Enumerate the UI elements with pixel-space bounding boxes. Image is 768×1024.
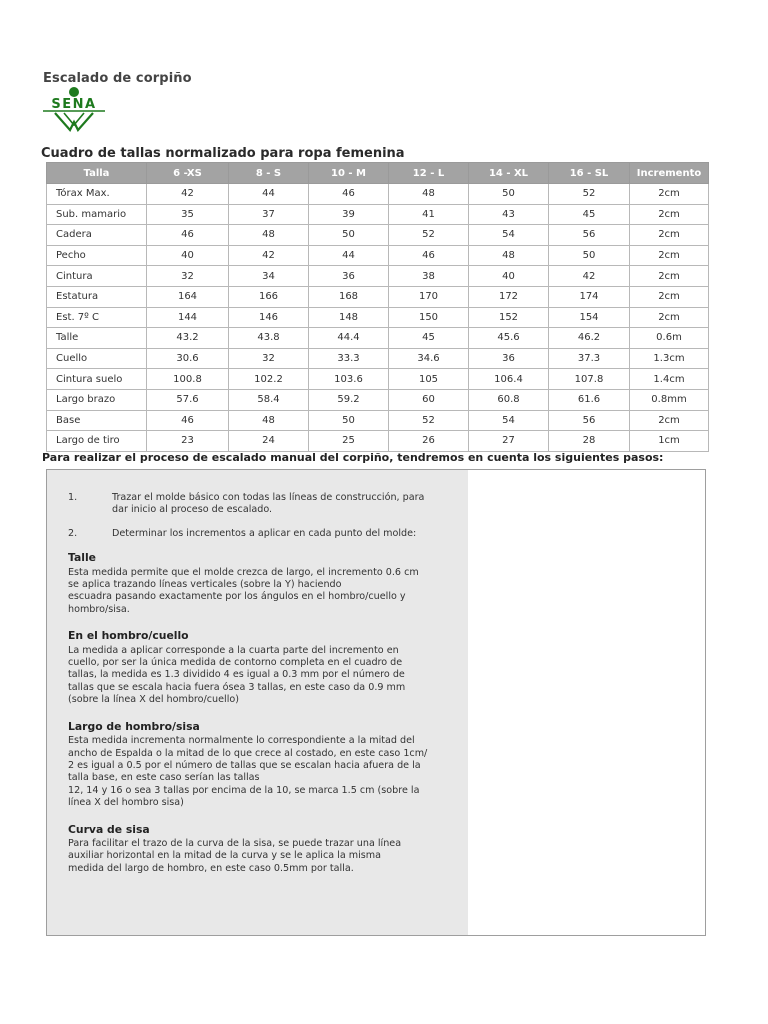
table-cell: 50 <box>469 184 549 205</box>
table-cell: 60 <box>389 389 469 410</box>
table-cell: 46 <box>147 225 229 246</box>
row-label: Largo brazo <box>47 389 147 410</box>
table-cell: 48 <box>389 184 469 205</box>
table-cell: 36 <box>469 348 549 369</box>
table-row <box>47 328 709 349</box>
table-cell: 150 <box>389 307 469 328</box>
table-header-cell: Incremento <box>630 163 709 184</box>
instructions-content <box>68 492 443 875</box>
table-cell: 40 <box>469 266 549 287</box>
table-cell: 44.4 <box>309 328 389 349</box>
table-cell: 37.3 <box>549 348 630 369</box>
step-text: Determinar los incrementos a aplicar en cada punto del molde: <box>112 527 417 539</box>
table-cell: 2cm <box>630 410 709 431</box>
row-label: Pecho <box>47 245 147 266</box>
table-cell: 2cm <box>630 204 709 225</box>
row-label: Cintura suelo <box>47 369 147 390</box>
table-header-row <box>47 163 709 184</box>
table-header-cell: 10 - M <box>309 163 389 184</box>
table-cell: 50 <box>309 410 389 431</box>
table-header-cell: 6 -XS <box>147 163 229 184</box>
table-row <box>47 266 709 287</box>
section-text-hombro-cuello: La medida a aplicar corresponde a la cuarta parte del incremento en cuello, por ser la única medida de contorno completa en el cuadro de tallas, la medida es 1.3 dividido 4 es igual a 0.3 mm por el número de tallas que se escala hacia fuera ósea 3 tallas, en este caso da 0.9 mm (sobre la línea X del hombro/cuello) <box>68 644 406 706</box>
table-row <box>47 307 709 328</box>
table-cell: 56 <box>549 410 630 431</box>
table-cell: 106.4 <box>469 369 549 390</box>
section-title-talle: Talle <box>68 551 96 565</box>
table-cell: 45.6 <box>469 328 549 349</box>
table-cell: 174 <box>549 286 630 307</box>
step-number: 1. <box>68 492 78 503</box>
table-cell: 52 <box>389 410 469 431</box>
table-cell: 42 <box>549 266 630 287</box>
table-cell: 48 <box>229 225 309 246</box>
table-cell: 59.2 <box>309 389 389 410</box>
table-cell: 30.6 <box>147 348 229 369</box>
table-cell: 42 <box>229 245 309 266</box>
step-text: Trazar el molde básico con todas las líneas de construcción, para dar inicio al proceso de escalado. <box>112 492 425 516</box>
table-row <box>47 431 709 452</box>
table-row <box>47 389 709 410</box>
table-cell: 164 <box>147 286 229 307</box>
table-row <box>47 204 709 225</box>
table-cell: 2cm <box>630 245 709 266</box>
instructions-box <box>46 469 706 936</box>
table-cell: 42 <box>147 184 229 205</box>
row-label: Est. 7º C <box>47 307 147 328</box>
document-title: Escalado de corpiño <box>43 71 192 86</box>
table-cell: 28 <box>549 431 630 452</box>
row-label: Base <box>47 410 147 431</box>
table-cell: 45 <box>389 328 469 349</box>
table-cell: 2cm <box>630 307 709 328</box>
instructions-panel <box>47 470 468 935</box>
table-cell: 46 <box>389 245 469 266</box>
table-cell: 24 <box>229 431 309 452</box>
table-header-cell: 12 - L <box>389 163 469 184</box>
table-cell: 60.8 <box>469 389 549 410</box>
table-cell: 58.4 <box>229 389 309 410</box>
table-cell: 26 <box>389 431 469 452</box>
table-cell: 48 <box>469 245 549 266</box>
table-cell: 36 <box>309 266 389 287</box>
table-cell: 52 <box>549 184 630 205</box>
table-row <box>47 348 709 369</box>
table-cell: 54 <box>469 225 549 246</box>
row-label: Tórax Max. <box>47 184 147 205</box>
table-cell: 44 <box>229 184 309 205</box>
section-text-talle: Esta medida permite que el molde crezca de largo, el incremento 0.6 cm se aplica trazando líneas verticales (sobre la Y) haciendo escuadra pasando exactamente por los ángulos en el hombro/cuello y hombro/sisa. <box>68 566 419 615</box>
table-cell: 2cm <box>630 286 709 307</box>
table-cell: 43.2 <box>147 328 229 349</box>
table-row <box>47 245 709 266</box>
table-row <box>47 410 709 431</box>
table-cell: 1cm <box>630 431 709 452</box>
size-table <box>46 162 709 452</box>
table-cell: 45 <box>549 204 630 225</box>
table-row <box>47 184 709 205</box>
row-label: Cuello <box>47 348 147 369</box>
table-body <box>47 184 709 452</box>
table-header-cell: Talla <box>47 163 147 184</box>
table-cell: 1.3cm <box>630 348 709 369</box>
sena-logo <box>41 86 107 132</box>
table-row <box>47 225 709 246</box>
table-row <box>47 286 709 307</box>
table-cell: 107.8 <box>549 369 630 390</box>
table-cell: 1.4cm <box>630 369 709 390</box>
row-label: Estatura <box>47 286 147 307</box>
section-text-largo-hombro-sisa: Esta medida incrementa normalmente lo correspondiente a la mitad del ancho de Espalda o la mitad de lo que crece al costado, en este caso 1cm/ 2 es igual a 0.5 por el número de tallas que se escalan hacia afuera de la talla base, en este caso serían las tallas 12, 14 y 16 o sea 3 tallas por encima de la 10, se marca 1.5 cm (sobre la línea X del hombro sisa) <box>68 735 428 809</box>
table-cell: 23 <box>147 431 229 452</box>
table-cell: 144 <box>147 307 229 328</box>
table-cell: 2cm <box>630 266 709 287</box>
section-title-hombro-cuello: En el hombro/cuello <box>68 629 189 643</box>
table-cell: 43 <box>469 204 549 225</box>
table-cell: 170 <box>389 286 469 307</box>
table-cell: 25 <box>309 431 389 452</box>
table-cell: 39 <box>309 204 389 225</box>
table-cell: 57.6 <box>147 389 229 410</box>
table-cell: 2cm <box>630 225 709 246</box>
table-header-cell: 16 - SL <box>549 163 630 184</box>
step-item <box>68 492 443 517</box>
table-row <box>47 369 709 390</box>
table-title: Cuadro de tallas normalizado para ropa femenina <box>41 146 405 161</box>
table-header-cell: 8 - S <box>229 163 309 184</box>
table-cell: 46 <box>147 410 229 431</box>
table-cell: 61.6 <box>549 389 630 410</box>
table-cell: 146 <box>229 307 309 328</box>
table-cell: 44 <box>309 245 389 266</box>
table-cell: 40 <box>147 245 229 266</box>
table-cell: 56 <box>549 225 630 246</box>
table-cell: 2cm <box>630 184 709 205</box>
row-label: Largo de tiro <box>47 431 147 452</box>
table-cell: 0.6m <box>630 328 709 349</box>
table-cell: 100.8 <box>147 369 229 390</box>
table-cell: 172 <box>469 286 549 307</box>
table-header-cell: 14 - XL <box>469 163 549 184</box>
table-cell: 0.8mm <box>630 389 709 410</box>
table-cell: 103.6 <box>309 369 389 390</box>
table-cell: 50 <box>549 245 630 266</box>
row-label: Cintura <box>47 266 147 287</box>
table-cell: 148 <box>309 307 389 328</box>
table-cell: 35 <box>147 204 229 225</box>
table-cell: 43.8 <box>229 328 309 349</box>
table-cell: 37 <box>229 204 309 225</box>
section-title-curva-sisa: Curva de sisa <box>68 822 150 836</box>
row-label: Talle <box>47 328 147 349</box>
row-label: Sub. mamario <box>47 204 147 225</box>
table-cell: 154 <box>549 307 630 328</box>
table-cell: 152 <box>469 307 549 328</box>
table-cell: 46.2 <box>549 328 630 349</box>
step-number: 2. <box>68 527 78 539</box>
table-cell: 38 <box>389 266 469 287</box>
table-cell: 32 <box>229 348 309 369</box>
table-cell: 54 <box>469 410 549 431</box>
section-title-largo-hombro-sisa: Largo de hombro/sisa <box>68 719 200 733</box>
section-text-curva-sisa: Para facilitar el trazo de la curva de la sisa, se puede trazar una línea auxiliar horizontal en la mitad de la curva y se le aplica la misma medida del largo de hombro, en este caso 0.5mm por talla. <box>68 837 402 874</box>
table-cell: 34.6 <box>389 348 469 369</box>
table-cell: 52 <box>389 225 469 246</box>
steps-intro: Para realizar el proceso de escalado manual del corpiño, tendremos en cuenta los siguientes pasos: <box>42 451 664 464</box>
row-label: Cadera <box>47 225 147 246</box>
table-cell: 27 <box>469 431 549 452</box>
logo-text: SENA <box>51 97 97 112</box>
table-cell: 34 <box>229 266 309 287</box>
table-cell: 33.3 <box>309 348 389 369</box>
table-cell: 102.2 <box>229 369 309 390</box>
table-cell: 50 <box>309 225 389 246</box>
table-cell: 32 <box>147 266 229 287</box>
step-item <box>68 528 443 540</box>
table-cell: 46 <box>309 184 389 205</box>
table-cell: 166 <box>229 286 309 307</box>
table-cell: 105 <box>389 369 469 390</box>
table-cell: 41 <box>389 204 469 225</box>
table-cell: 48 <box>229 410 309 431</box>
table-cell: 168 <box>309 286 389 307</box>
